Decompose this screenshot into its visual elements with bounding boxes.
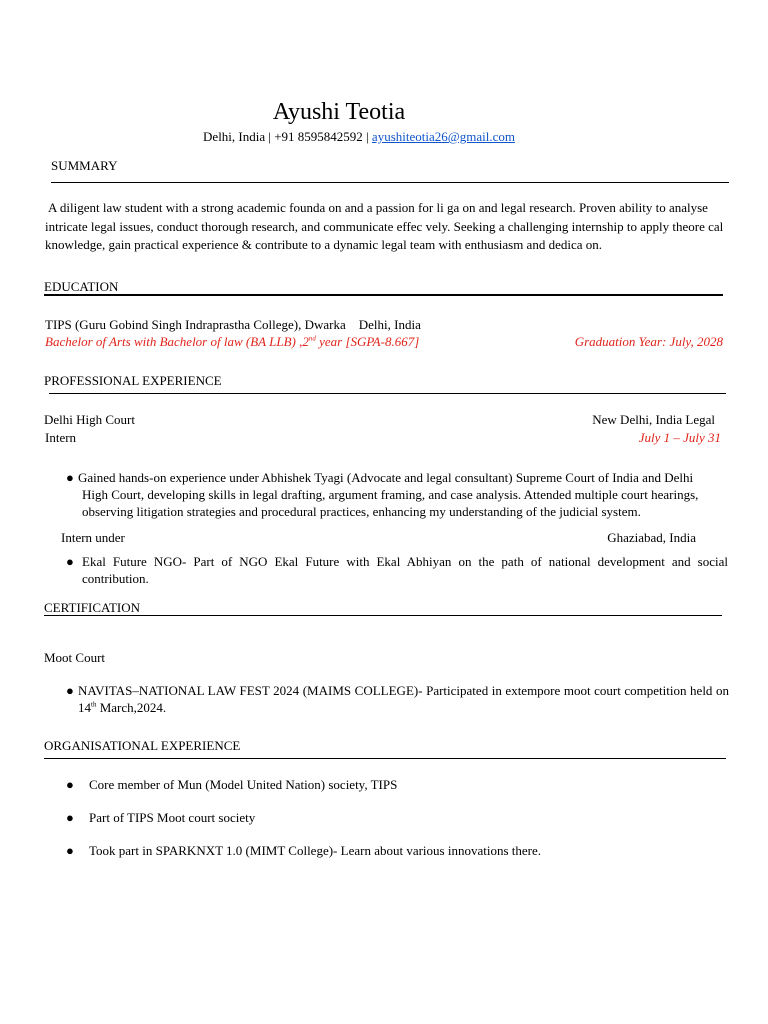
experience-org: Delhi High Court	[44, 412, 135, 427]
summary-text: A diligent law student with a strong academic founda on and a passion for li ga on and legal research. Proven ability to analyse intricate legal issues, conduct thorough research, and communicate effec vely. Seeking a challenging internship to apply theore cal knowledge, gain practical experience & contribute to a dynamic legal team with enthusiasm and dedica on.	[45, 200, 724, 252]
experience-org-location: New Delhi, India Legal	[592, 412, 715, 427]
summary-divider	[51, 182, 729, 183]
summary-heading: SUMMARY	[51, 158, 118, 173]
bullet-icon: ●	[66, 554, 74, 569]
education-graduation: Graduation Year: July, 2028	[574, 334, 723, 349]
bullet-icon: ●	[66, 683, 74, 698]
education-degree: Bachelor of Arts with Bachelor of law (BA LLB) ,2nd year [SGPA-8.667]	[45, 334, 420, 349]
experience-bullet-text: Gained hands-on experience under Abhishek Tyagi (Advocate and legal consultant) Supreme Court of India and Delhi High Court, developing skills in legal drafting, argument framing, and case analysis. Attended multiple court hearings, observing litigation strategies and procedural practices, enhancing my understanding of the judicial system.	[78, 470, 699, 519]
education-heading: EDUCATION	[44, 279, 119, 294]
organisational-item-text: Part of TIPS Moot court society	[89, 810, 256, 825]
experience-bullet-text-2: Ekal Future NGO- Part of NGO Ekal Future with Ekal Abhiyan on the path of national development and social contribution.	[82, 554, 728, 586]
contact-line	[0, 128, 718, 145]
experience-role: Intern	[45, 430, 77, 445]
experience-dates: July 1 – July 31	[638, 430, 721, 445]
education-institution: TIPS (Guru Gobind Singh Indraprastha College), Dwarka	[45, 317, 346, 332]
experience-divider	[49, 393, 726, 394]
organisational-divider	[44, 758, 726, 759]
experience-role-2: Intern under	[61, 530, 125, 545]
certification-bullet-text: NAVITAS–NATIONAL LAW FEST 2024 (MAIMS COLLEGE)- Participated in extempore moot court competition held on 14th March,2024.	[78, 683, 729, 715]
experience-role-2-location: Ghaziabad, India	[607, 530, 696, 545]
bullet-icon: ●	[66, 810, 74, 825]
education-institution-line	[45, 316, 421, 333]
organisational-item-text: Took part in SPARKNXT 1.0 (MIMT College)- Learn about various innovations there.	[89, 843, 541, 858]
organisational-item-text: Core member of Mun (Model United Nation) society, TIPS	[89, 777, 398, 792]
resume-name: Ayushi Teotia	[272, 99, 406, 125]
email-link[interactable]: ayushiteotia26@gmail.com	[371, 129, 515, 144]
certification-subheading: Moot Court	[44, 650, 106, 665]
bullet-icon: ●	[66, 843, 74, 858]
bullet-icon: ●	[66, 777, 74, 792]
location-phone: Delhi, India | +91 8595842592 |	[203, 129, 369, 144]
bullet-icon: ●	[66, 470, 74, 485]
education-location: Delhi, India	[358, 317, 421, 332]
certification-heading: CERTIFICATION	[44, 600, 140, 615]
certification-divider	[44, 615, 722, 616]
education-divider	[44, 294, 723, 296]
experience-heading: PROFESSIONAL EXPERIENCE	[44, 373, 222, 388]
organisational-heading: ORGANISATIONAL EXPERIENCE	[44, 738, 241, 753]
